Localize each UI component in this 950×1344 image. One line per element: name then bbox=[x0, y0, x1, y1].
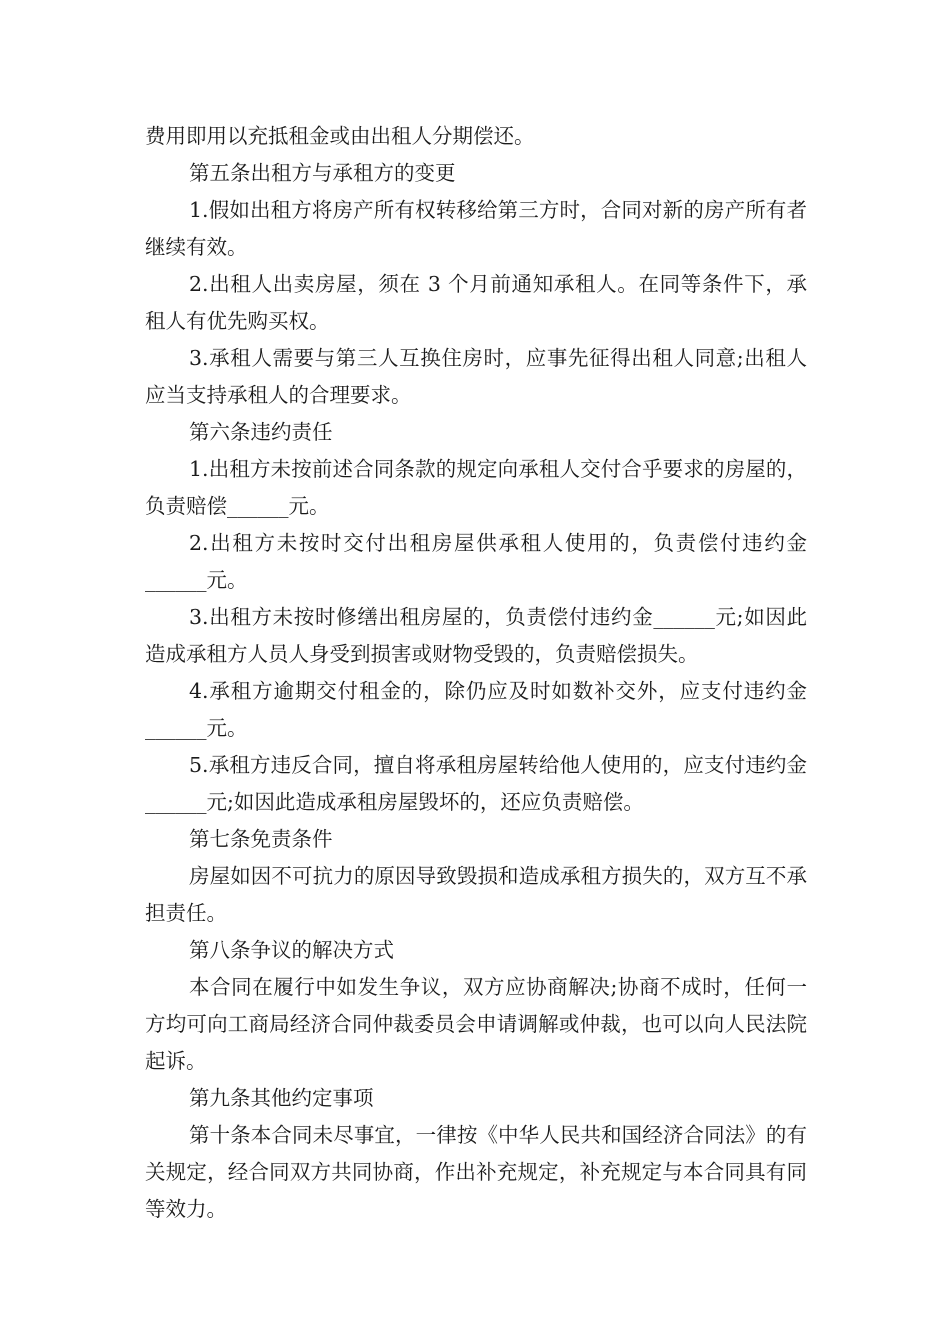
article-heading-8: 第八条争议的解决方式 bbox=[189, 938, 394, 962]
clause-7: 房屋如因不可抗力的原因导致毁损和造成承租方损失的，双方互不承担责任。 bbox=[145, 864, 807, 925]
article-heading-5: 第五条出租方与承租方的变更 bbox=[189, 161, 456, 185]
contract-body bbox=[145, 118, 807, 1228]
clause-6-4: 4.承租方逾期交付租金的，除仍应及时如数补交外，应支付违约金______元。 bbox=[145, 679, 807, 740]
paragraph-continuation: 费用即用以充抵租金或由出租人分期偿还。 bbox=[145, 124, 535, 148]
clause-6-2: 2.出租方未按时交付出租房屋供承租人使用的，负责偿付违约金______元。 bbox=[145, 531, 807, 592]
article-heading-9: 第九条其他约定事项 bbox=[189, 1086, 374, 1110]
clause-5-3: 3.承租人需要与第三人互换住房时，应事先征得出租人同意;出租人应当支持承租人的合理要求。 bbox=[145, 346, 807, 407]
clause-6-1: 1.出租方未按前述合同条款的规定向承租人交付合乎要求的房屋的，负责赔偿______元。 bbox=[145, 457, 807, 518]
clause-8: 本合同在履行中如发生争议，双方应协商解决;协商不成时，任何一方均可向工商局经济合同仲裁委员会申请调解或仲裁，也可以向人民法院起诉。 bbox=[145, 975, 807, 1073]
clause-5-2: 2.出租人出卖房屋，须在 3 个月前通知承租人。在同等条件下，承租人有优先购买权。 bbox=[145, 272, 807, 333]
clause-6-5: 5.承租方违反合同，擅自将承租房屋转给他人使用的，应支付违约金______元;如因此造成承租房屋毁坏的，还应负责赔偿。 bbox=[145, 753, 807, 814]
article-heading-6: 第六条违约责任 bbox=[189, 420, 333, 444]
clause-5-1: 1.假如出租方将房产所有权转移给第三方时，合同对新的房产所有者继续有效。 bbox=[145, 198, 807, 259]
clause-10: 第十条本合同未尽事宜，一律按《中华人民共和国经济合同法》的有关规定，经合同双方共同协商，作出补充规定，补充规定与本合同具有同等效力。 bbox=[145, 1123, 807, 1221]
article-heading-7: 第七条免责条件 bbox=[189, 827, 333, 851]
clause-6-3: 3.出租方未按时修缮出租房屋的，负责偿付违约金______元;如因此造成承租方人员人身受到损害或财物受毁的，负责赔偿损失。 bbox=[145, 605, 807, 666]
